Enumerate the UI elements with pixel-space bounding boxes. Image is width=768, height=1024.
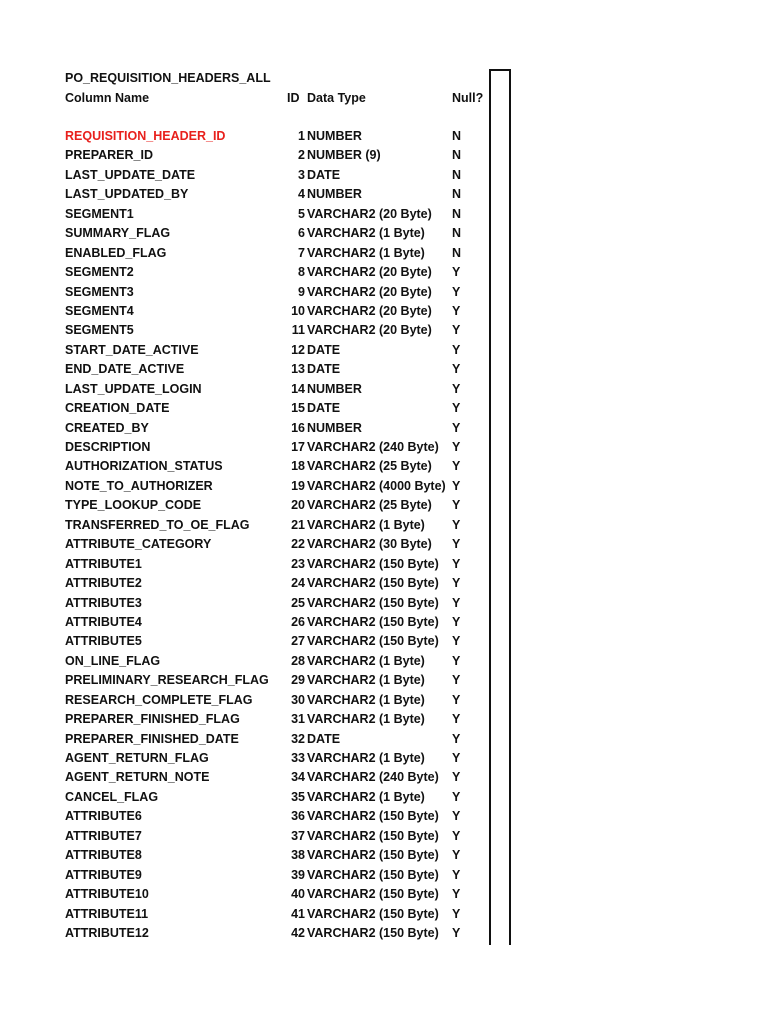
page-border-frame	[489, 69, 511, 945]
column-name-cell: PRELIMINARY_RESEARCH_FLAG	[65, 673, 269, 688]
column-id-cell: 33	[291, 751, 305, 765]
column-name-cell: ATTRIBUTE7	[65, 828, 142, 843]
column-name-cell: SUMMARY_FLAG	[65, 226, 171, 241]
data-type-cell: NUMBER (9)	[307, 148, 381, 163]
table-row	[0, 185, 500, 204]
nullable-cell: Y	[452, 381, 461, 396]
column-id-cell: 16	[291, 420, 305, 435]
nullable-cell: Y	[452, 595, 461, 610]
nullable-cell: Y	[452, 459, 461, 474]
column-name-cell: ENABLED_FLAG	[65, 245, 167, 260]
table-row	[0, 574, 500, 593]
table-row	[0, 146, 500, 165]
column-name-cell: ATTRIBUTE_CATEGORY	[65, 537, 212, 552]
column-id-cell: 38	[291, 848, 305, 863]
data-type-cell: VARCHAR2 (1 Byte)	[307, 712, 425, 727]
data-type-cell: NUMBER	[307, 381, 362, 396]
nullable-cell: Y	[452, 712, 461, 727]
nullable-cell: Y	[452, 789, 461, 804]
table-row	[0, 127, 500, 146]
nullable-cell: Y	[452, 362, 461, 377]
data-type-cell: VARCHAR2 (150 Byte)	[307, 614, 439, 629]
nullable-cell: Y	[452, 576, 461, 591]
header-id: ID	[287, 91, 300, 105]
data-type-cell: VARCHAR2 (150 Byte)	[307, 576, 439, 591]
column-id-cell: 24	[291, 576, 305, 591]
nullable-cell: N	[452, 226, 462, 241]
data-type-cell: VARCHAR2 (150 Byte)	[307, 809, 439, 824]
table-row	[0, 632, 500, 651]
table-row	[0, 710, 500, 729]
table-row	[0, 224, 500, 243]
column-name-cell: SEGMENT2	[65, 265, 134, 280]
table-row	[0, 905, 500, 924]
nullable-cell: N	[452, 148, 462, 163]
header-data-type: Data Type	[307, 91, 366, 105]
column-name-cell: ATTRIBUTE3	[65, 595, 142, 610]
column-id-cell: 41	[291, 906, 305, 921]
column-name-cell: DESCRIPTION	[65, 440, 151, 454]
data-type-cell: VARCHAR2 (1 Byte)	[307, 673, 425, 688]
data-type-cell: VARCHAR2 (20 Byte)	[307, 206, 432, 221]
nullable-cell: Y	[452, 265, 461, 280]
table-row	[0, 380, 500, 399]
table-row	[0, 885, 500, 904]
column-id-cell: 14	[291, 381, 305, 396]
data-type-cell: VARCHAR2 (150 Byte)	[307, 925, 439, 940]
data-type-cell: VARCHAR2 (25 Byte)	[307, 459, 432, 474]
column-id-cell: 3	[298, 167, 305, 182]
column-id-cell: 39	[291, 867, 305, 882]
nullable-cell: Y	[452, 828, 461, 843]
column-name-cell: LAST_UPDATE_LOGIN	[65, 381, 202, 396]
table-row	[0, 827, 500, 846]
data-type-cell: VARCHAR2 (4000 Byte)	[307, 478, 446, 493]
table-row	[0, 399, 500, 418]
data-type-cell: DATE	[307, 342, 341, 357]
table-row	[0, 438, 500, 457]
column-id-cell: 10	[291, 303, 305, 318]
table-row	[0, 457, 500, 476]
data-type-cell: VARCHAR2 (30 Byte)	[307, 537, 432, 552]
column-name-cell: SEGMENT5	[65, 323, 134, 338]
data-type-cell: VARCHAR2 (150 Byte)	[307, 906, 439, 921]
column-name-cell: ATTRIBUTE1	[65, 556, 142, 571]
table-row	[0, 477, 500, 496]
table-row	[0, 166, 500, 185]
column-name-cell: SEGMENT4	[65, 303, 134, 318]
table-row	[0, 866, 500, 885]
column-id-cell: 12	[291, 342, 305, 357]
table-row	[0, 496, 500, 515]
table-row	[0, 924, 500, 943]
column-name-cell: AUTHORIZATION_STATUS	[65, 459, 223, 474]
column-id-cell: 25	[291, 595, 305, 610]
column-name-cell: REQUISITION_HEADER_ID	[65, 129, 226, 143]
column-name-cell: AGENT_RETURN_NOTE	[65, 770, 210, 785]
column-id-cell: 1	[298, 129, 305, 143]
data-type-cell: VARCHAR2 (20 Byte)	[307, 265, 432, 280]
data-type-cell: DATE	[307, 731, 341, 746]
nullable-cell: N	[452, 206, 462, 221]
column-name-cell: RESEARCH_COMPLETE_FLAG	[65, 692, 253, 707]
data-type-cell: VARCHAR2 (150 Byte)	[307, 848, 439, 863]
table-row	[0, 671, 500, 690]
data-type-cell: NUMBER	[307, 187, 362, 202]
nullable-cell: Y	[452, 478, 461, 493]
table-row	[0, 768, 500, 787]
column-id-cell: 2	[298, 148, 305, 163]
column-id-cell: 4	[298, 187, 305, 202]
column-id-cell: 5	[298, 206, 305, 221]
column-id-cell: 42	[291, 925, 305, 940]
nullable-cell: Y	[452, 809, 461, 824]
column-id-cell: 9	[298, 284, 305, 299]
nullable-cell: Y	[452, 401, 461, 416]
nullable-cell: Y	[452, 634, 461, 649]
data-type-cell: VARCHAR2 (240 Byte)	[307, 440, 439, 454]
column-list	[0, 127, 500, 943]
table-row	[0, 360, 500, 379]
data-type-cell: VARCHAR2 (150 Byte)	[307, 634, 439, 649]
nullable-cell: Y	[452, 342, 461, 357]
column-id-cell: 40	[291, 887, 305, 902]
column-name-cell: PREPARER_ID	[65, 148, 153, 163]
nullable-cell: Y	[452, 517, 461, 532]
data-type-cell: DATE	[307, 167, 341, 182]
column-name-cell: SEGMENT3	[65, 284, 134, 299]
nullable-cell: Y	[452, 731, 461, 746]
nullable-cell: Y	[452, 537, 461, 552]
column-id-cell: 26	[291, 614, 305, 629]
nullable-cell: N	[452, 167, 462, 182]
table-row	[0, 730, 500, 749]
table-row	[0, 594, 500, 613]
data-type-cell: DATE	[307, 362, 341, 377]
nullable-cell: Y	[452, 323, 461, 338]
column-name-cell: SEGMENT1	[65, 206, 134, 221]
column-name-cell: ATTRIBUTE4	[65, 614, 142, 629]
column-id-cell: 34	[291, 770, 305, 785]
nullable-cell: Y	[452, 887, 461, 902]
column-id-cell: 32	[291, 731, 305, 746]
column-id-cell: 21	[291, 517, 305, 532]
column-name-cell: ATTRIBUTE8	[65, 848, 142, 863]
nullable-cell: Y	[452, 498, 461, 513]
table-row	[0, 244, 500, 263]
data-type-cell: VARCHAR2 (150 Byte)	[307, 828, 439, 843]
column-name-cell: ON_LINE_FLAG	[65, 653, 161, 668]
column-id-cell: 29	[291, 673, 305, 688]
data-type-cell: VARCHAR2 (1 Byte)	[307, 226, 425, 241]
table-row	[0, 341, 500, 360]
column-id-cell: 19	[291, 478, 305, 493]
column-id-cell: 36	[291, 809, 305, 824]
nullable-cell: N	[452, 129, 462, 143]
column-name-cell: TYPE_LOOKUP_CODE	[65, 498, 202, 513]
table-row	[0, 788, 500, 807]
data-type-cell: NUMBER	[307, 420, 362, 435]
column-id-cell: 15	[291, 401, 305, 416]
column-name-cell: NOTE_TO_AUTHORIZER	[65, 478, 213, 493]
nullable-cell: Y	[452, 692, 461, 707]
column-name-cell: LAST_UPDATED_BY	[65, 187, 189, 202]
data-type-cell: VARCHAR2 (1 Byte)	[307, 245, 425, 260]
column-id-cell: 11	[291, 323, 305, 338]
table-row	[0, 652, 500, 671]
column-name-cell: ATTRIBUTE9	[65, 867, 142, 882]
nullable-cell: Y	[452, 848, 461, 863]
data-type-cell: VARCHAR2 (25 Byte)	[307, 498, 432, 513]
table-row	[0, 691, 500, 710]
nullable-cell: Y	[452, 556, 461, 571]
column-name-cell: ATTRIBUTE12	[65, 925, 149, 940]
data-type-cell: VARCHAR2 (20 Byte)	[307, 284, 432, 299]
header-nullable: Null?	[452, 91, 484, 105]
table-row	[0, 535, 500, 554]
column-id-cell: 27	[291, 634, 305, 649]
column-name-cell: CREATION_DATE	[65, 401, 170, 416]
nullable-cell: Y	[452, 906, 461, 921]
data-type-cell: VARCHAR2 (240 Byte)	[307, 770, 439, 785]
table-row	[0, 807, 500, 826]
column-id-cell: 22	[291, 537, 305, 552]
data-type-cell: VARCHAR2 (1 Byte)	[307, 789, 425, 804]
column-id-cell: 7	[298, 245, 305, 260]
data-type-cell: NUMBER	[307, 129, 362, 143]
nullable-cell: Y	[452, 440, 461, 454]
data-type-cell: VARCHAR2 (1 Byte)	[307, 751, 425, 765]
data-type-cell: VARCHAR2 (1 Byte)	[307, 517, 425, 532]
column-name-cell: ATTRIBUTE6	[65, 809, 142, 824]
table-title: PO_REQUISITION_HEADERS_ALL	[65, 71, 271, 85]
table-row	[0, 516, 500, 535]
table-row	[0, 283, 500, 302]
column-id-cell: 37	[291, 828, 305, 843]
data-type-cell: VARCHAR2 (150 Byte)	[307, 556, 439, 571]
column-name-cell: LAST_UPDATE_DATE	[65, 167, 196, 182]
data-type-cell: VARCHAR2 (20 Byte)	[307, 323, 432, 338]
data-type-cell: VARCHAR2 (1 Byte)	[307, 653, 425, 668]
table-row	[0, 263, 500, 282]
nullable-cell: Y	[452, 770, 461, 785]
nullable-cell: Y	[452, 751, 461, 765]
table-row	[0, 321, 500, 340]
nullable-cell: N	[452, 187, 462, 202]
table-row	[0, 302, 500, 321]
column-id-cell: 23	[291, 556, 305, 571]
column-name-cell: TRANSFERRED_TO_OE_FLAG	[65, 517, 250, 532]
column-name-cell: CREATED_BY	[65, 420, 149, 435]
header-column-name: Column Name	[65, 91, 150, 105]
table-row	[0, 419, 500, 438]
column-id-cell: 17	[291, 440, 305, 454]
column-id-cell: 28	[291, 653, 305, 668]
column-name-cell: ATTRIBUTE10	[65, 887, 149, 902]
column-name-cell: PREPARER_FINISHED_FLAG	[65, 712, 240, 727]
table-row	[0, 555, 500, 574]
nullable-cell: Y	[452, 867, 461, 882]
table-row	[0, 613, 500, 632]
data-type-cell: VARCHAR2 (20 Byte)	[307, 303, 432, 318]
column-name-cell: AGENT_RETURN_FLAG	[65, 751, 209, 765]
data-type-cell: DATE	[307, 401, 341, 416]
column-id-cell: 20	[291, 498, 305, 513]
data-type-cell: VARCHAR2 (150 Byte)	[307, 595, 439, 610]
nullable-cell: Y	[452, 284, 461, 299]
nullable-cell: Y	[452, 303, 461, 318]
nullable-cell: Y	[452, 673, 461, 688]
column-name-cell: ATTRIBUTE5	[65, 634, 142, 649]
nullable-cell: N	[452, 245, 462, 260]
nullable-cell: Y	[452, 925, 461, 940]
column-id-cell: 13	[291, 362, 305, 377]
column-id-cell: 18	[291, 459, 305, 474]
column-name-cell: PREPARER_FINISHED_DATE	[65, 731, 239, 746]
column-name-cell: START_DATE_ACTIVE	[65, 342, 199, 357]
nullable-cell: Y	[452, 653, 461, 668]
column-id-cell: 31	[291, 712, 305, 727]
column-name-cell: END_DATE_ACTIVE	[65, 362, 185, 377]
data-type-cell: VARCHAR2 (150 Byte)	[307, 867, 439, 882]
table-row	[0, 749, 500, 768]
nullable-cell: Y	[452, 420, 461, 435]
column-id-cell: 8	[298, 265, 305, 280]
data-type-cell: VARCHAR2 (1 Byte)	[307, 692, 425, 707]
data-type-cell: VARCHAR2 (150 Byte)	[307, 887, 439, 902]
column-id-cell: 30	[291, 692, 305, 707]
table-row	[0, 846, 500, 865]
column-name-cell: ATTRIBUTE11	[65, 906, 149, 921]
column-name-cell: ATTRIBUTE2	[65, 576, 142, 591]
table-row	[0, 205, 500, 224]
column-id-cell: 35	[291, 789, 305, 804]
nullable-cell: Y	[452, 614, 461, 629]
column-id-cell: 6	[298, 226, 305, 241]
column-name-cell: CANCEL_FLAG	[65, 789, 159, 804]
